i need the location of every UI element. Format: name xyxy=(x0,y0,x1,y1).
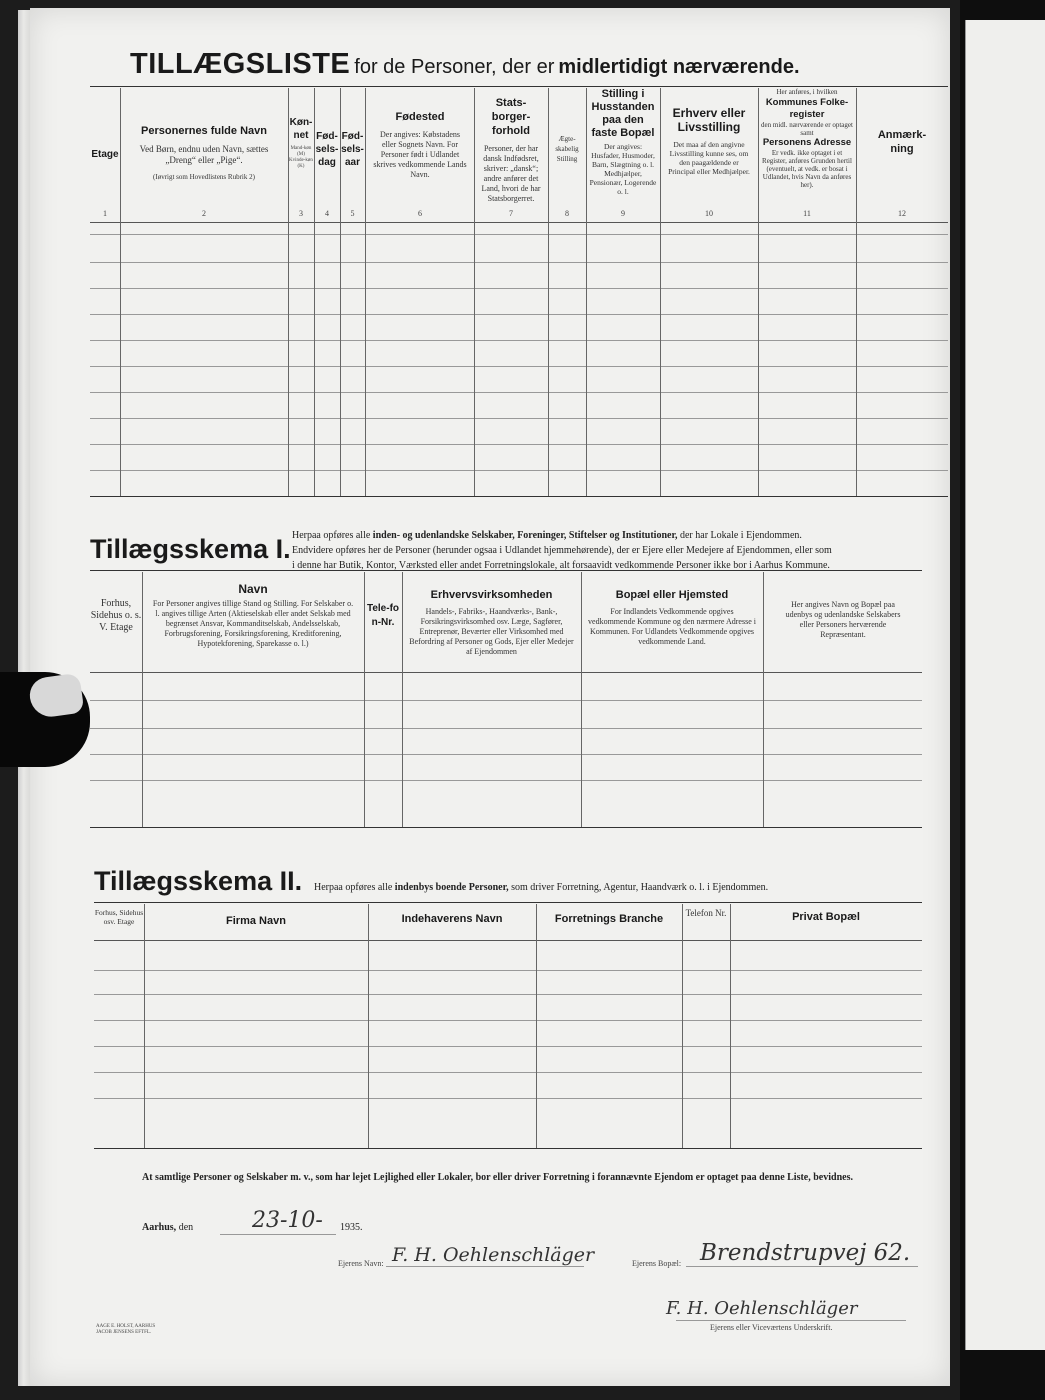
list-row-line xyxy=(90,366,948,367)
col-gender-head: Køn-net xyxy=(289,117,313,141)
col-birth-day-head: Fød-sels-dag xyxy=(315,131,339,168)
s1-col-business-head: Erhvervsvirksomheden xyxy=(430,589,553,601)
list-title-middle: for de Personer, der er xyxy=(354,56,555,78)
schema2-header-bottom xyxy=(94,940,922,941)
owner-address-line xyxy=(686,1266,918,1267)
schema1-intro-line1 xyxy=(292,528,942,543)
intro-text: Herpaa opføres alle xyxy=(292,530,371,541)
intro-text: Herpaa opføres alle xyxy=(314,882,393,893)
col-num: 2 xyxy=(202,209,206,218)
list-row-line xyxy=(90,470,948,471)
col-full-name-sub2: (Iøvrigt som Hovedlistens Rubrik 2) xyxy=(153,173,255,181)
col-citizenship-sub: Personer, der har dansk Indfødsret, skriver: „dansk“; andre anfører det Land, hvori de har Statsborgerret. xyxy=(481,144,541,203)
schema2-table-top xyxy=(94,902,922,903)
owner-address-label: Ejerens Bopæl: xyxy=(632,1259,682,1268)
col-birth-year-head: Fød-sels-aar xyxy=(341,131,364,168)
list-row-line xyxy=(90,444,948,445)
col-birth-day xyxy=(315,88,339,220)
s1-col-business-sub: Handels-, Fabriks-, Haandværks-, Bank-, Forsikringsvirksomhed osv. Læge, Sagfører, Entreprenør, Beværter eller Virksomhed med Befordring af Personer og Gods, Ejer eller Medejer af Ejendommen xyxy=(409,607,574,656)
list-title-main: TILLÆGSLISTE xyxy=(130,48,351,80)
s1-col-business xyxy=(403,574,580,670)
city: Aarhus, xyxy=(142,1222,177,1233)
s2-col-phone-head: Telefon Nr. xyxy=(685,908,727,918)
list-table-bottom xyxy=(90,496,948,497)
schema1-row-line xyxy=(90,780,922,781)
schema1-table-top xyxy=(90,570,922,571)
col-birthplace xyxy=(367,88,473,220)
col-full-name-sub: Ved Børn, endnu uden Navn, sættes „Dreng“ eller „Pige“. xyxy=(139,144,269,165)
intro-text-bold: inden- og udenlandske Selskaber, Foreninger, Stiftelser og Institutioner, xyxy=(372,530,678,541)
s1-col-residence-sub: For Indlandets Vedkommende opgives vedkommende Kommune og den nærmere Adresse i Kommunen. For Udlandets Vedkommende opgives vedkommende Land. xyxy=(588,607,756,646)
col-num: 3 xyxy=(299,209,303,218)
city-date xyxy=(142,1222,193,1233)
col-num: 5 xyxy=(350,209,355,218)
col-num: 6 xyxy=(418,209,422,218)
schema1-header-bottom xyxy=(90,672,922,673)
schema2-col-sep xyxy=(730,904,731,1148)
schema2-row-line xyxy=(94,1020,922,1021)
intro-text: som driver Forretning, Agentur, Haandværk o. l. i Ejendommen. xyxy=(511,882,769,893)
intro-text: der har Lokale i Ejendommen. xyxy=(679,530,802,541)
col-remarks-head: Anmærk-ning xyxy=(877,129,927,155)
list-row-line xyxy=(90,314,948,315)
intro-text-bold: indenbys boende Personer, xyxy=(394,882,509,893)
col-household-head: Stilling i Husstanden paa den faste Bopæl xyxy=(591,88,655,139)
s2-col-etage-head: Forhus, Sidehus osv. Etage xyxy=(94,908,144,926)
col-household-sub: Der angives: Husfader, Husmoder, Barn, Slægtning o. l. Medhjælper, Pensionær, Logerende o. l. xyxy=(589,142,657,196)
list-row-line xyxy=(90,340,948,341)
owner-name-label: Ejerens Navn: xyxy=(338,1259,384,1268)
s1-col-residence xyxy=(582,574,762,670)
schema2-row-line xyxy=(94,970,922,971)
list-col-sep xyxy=(365,88,366,496)
signature-handwritten: F. H. Oehlenschläger xyxy=(666,1298,858,1319)
col-birthplace-head: Fødested xyxy=(395,111,445,123)
schema2-col-sep xyxy=(368,904,369,1148)
schema1-intro-line2: Endvidere opføres her de Personer (herunder ogsaa i Udlandet hjemmehørende), der er Ejere eller Medejere af Ejendommen, eller som xyxy=(292,545,832,556)
col-gender-sub: Mand-køn (M) Kvinde-køn (K) xyxy=(289,146,313,169)
col-citizenship-head: Stats-borger-forhold xyxy=(491,97,531,137)
schema1-intro xyxy=(292,528,942,573)
list-row-line xyxy=(90,234,948,235)
schema2-col-sep xyxy=(144,904,145,1148)
list-title xyxy=(130,48,800,81)
col-remarks xyxy=(857,88,947,220)
col-gender xyxy=(289,88,313,220)
col-etage-head: Etage xyxy=(91,149,119,160)
schema1-row-line xyxy=(90,754,922,755)
owner-name-handwritten: F. H. Oehlenschläger xyxy=(392,1244,595,1266)
schema2-col-sep xyxy=(682,904,683,1148)
col-num: 4 xyxy=(325,209,329,218)
s1-col-representative-sub: Her angives Navn og Bopæl paa udenbys og udenlandske Selskabers eller Personers herværende Repræsentant. xyxy=(785,600,901,639)
printer-imprint: AAGE E. HOLST, AARHUS JACOB JENSENS EFTFL. xyxy=(96,1324,156,1335)
schema2-row-line xyxy=(94,1046,922,1047)
col-num: 10 xyxy=(705,209,713,218)
col-num: 1 xyxy=(103,209,107,218)
col-register-head: Kommunes Folke-register xyxy=(765,97,849,120)
col-register-head2: Personens Adresse xyxy=(762,137,852,148)
list-header-bottom xyxy=(90,222,948,223)
year: 1935. xyxy=(340,1222,363,1233)
col-birth-year xyxy=(341,88,364,220)
s2-col-etage xyxy=(94,906,144,940)
col-num: 7 xyxy=(509,209,513,218)
col-etage xyxy=(90,88,120,220)
schema1-title: Tillægsskema I. xyxy=(90,534,291,564)
col-register-sub: Er vedk. ikke optaget i et Register, anføres Grunden hertil (eventuelt, at vedk. er bosat i Udlandet, hvis Navn da anføres her). xyxy=(762,149,852,189)
schema1-intro-line3: i denne har Butik, Kontor, Værksted eller andet Forretningslokale, alt forsaavidt vedkommende Personer ikke bor i Aarhus Kommune. xyxy=(292,560,830,571)
list-title-end: midlertidigt nærværende. xyxy=(558,56,800,78)
list-table-top xyxy=(90,86,948,87)
col-num: 11 xyxy=(803,209,811,218)
s1-col-name xyxy=(143,574,363,670)
s1-col-phone xyxy=(365,574,401,670)
s1-col-etage xyxy=(90,574,142,670)
s2-col-owner: Indehaverens Navn xyxy=(401,913,503,925)
col-register xyxy=(759,88,855,220)
schema2-table-bottom xyxy=(94,1148,922,1149)
col-register-pre: Her anføres, i hvilken xyxy=(776,88,838,96)
date-prefix: den xyxy=(178,1222,194,1233)
s1-col-etage-sub: Forhus, Sidehus o. s. V. Etage xyxy=(90,598,142,633)
schema2-title: Tillægsskema II. xyxy=(94,866,303,896)
col-full-name-head: Personernes fulde Navn xyxy=(141,125,267,137)
s2-col-private-address: Privat Bopæl xyxy=(792,911,860,923)
col-register-mid: den midl. nærværende er optaget samt xyxy=(761,121,853,137)
col-birthplace-sub: Der angives: Købstadens eller Sognets Navn. For Personer født i Udlandet skrives vedkommende Lands Navn. xyxy=(373,130,467,179)
schema2-intro xyxy=(314,880,768,895)
col-num: 8 xyxy=(565,209,569,218)
schema2-col-sep xyxy=(536,904,537,1148)
s1-col-name-head: Navn xyxy=(238,582,268,596)
schema2-row-line xyxy=(94,994,922,995)
col-num: 9 xyxy=(621,209,625,218)
s2-col-phone xyxy=(683,906,729,940)
owner-address-handwritten: Brendstrupvej 62. xyxy=(700,1240,911,1266)
list-row-line xyxy=(90,392,948,393)
list-col-sep xyxy=(120,88,121,496)
list-row-line xyxy=(90,288,948,289)
col-marital xyxy=(549,88,585,220)
schema2-row-line xyxy=(94,1072,922,1073)
date-handwritten: 23-10- xyxy=(252,1208,323,1233)
s1-col-representative xyxy=(764,574,922,670)
col-occupation xyxy=(661,88,757,220)
col-full-name xyxy=(122,88,286,220)
col-occupation-head: Erhverv eller Livsstilling xyxy=(672,106,746,134)
signature-line xyxy=(676,1320,906,1321)
list-row-line xyxy=(90,262,948,263)
schema2-row-line xyxy=(94,1098,922,1099)
s1-col-name-sub: For Personer angives tillige Stand og Stilling. For Selskaber o. l. angives tillige Arten (Aktieselskab eller andet Selskab med begrænset Ansvar, Kommanditselskab, Andelsselskab, Forbrugsforening, Forsikringsforening, Kreditforening, Hypotekforening, Sparekasse o. l.) xyxy=(152,599,354,648)
form-page xyxy=(30,8,950,1386)
adjacent-page xyxy=(965,20,1045,1350)
s2-col-firm: Firma Navn xyxy=(226,915,286,927)
list-row-line xyxy=(90,418,948,419)
col-household xyxy=(587,88,659,220)
col-marital-sub: Ægte-skabelig Stilling xyxy=(555,135,579,163)
s1-col-residence-head: Bopæl eller Hjemsted xyxy=(615,589,729,601)
schema1-row-line xyxy=(90,728,922,729)
col-num: 12 xyxy=(898,209,906,218)
schema1-table-bottom xyxy=(90,827,922,828)
s1-col-phone-sub: Tele-fon-Nr. xyxy=(366,603,400,628)
schema1-row-line xyxy=(90,700,922,701)
owner-name-line xyxy=(386,1266,584,1267)
signature-label: Ejerens eller Viceværtens Underskrift. xyxy=(710,1323,833,1332)
s2-col-branch: Forretnings Branche xyxy=(554,913,664,925)
declaration: At samtlige Personer og Selskaber m. v., som har lejet Lejlighed eller Lokaler, bor eller driver Forretning i forannævnte Ejendom er optaget paa denne Liste, bevidnes. xyxy=(142,1172,853,1183)
col-occupation-sub: Det maa af den angivne Livsstilling kunne ses, om den paagældende er Principal eller Medhjælper. xyxy=(668,140,750,176)
date-line xyxy=(220,1234,336,1235)
col-citizenship xyxy=(475,88,547,220)
